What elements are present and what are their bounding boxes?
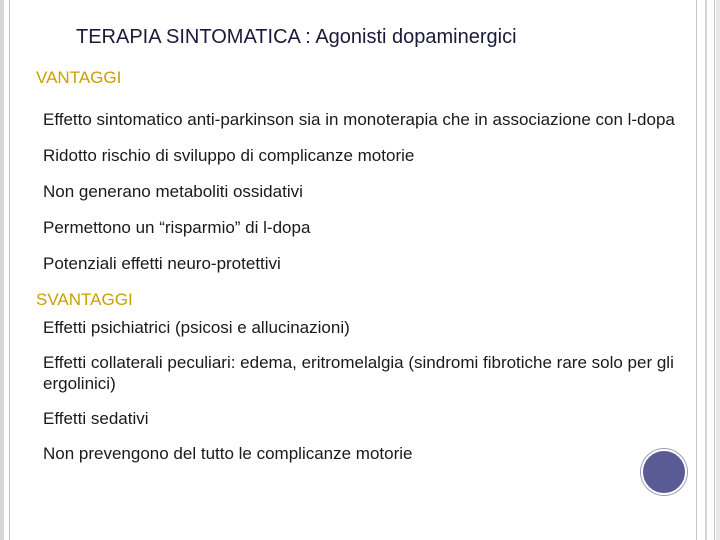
right-border-line <box>705 0 707 540</box>
section-svantaggi <box>36 290 686 464</box>
section-heading-vantaggi: VANTAGGI <box>36 68 122 87</box>
svantaggi-list <box>36 317 686 464</box>
section-heading-svantaggi: SVANTAGGI <box>36 290 133 309</box>
slide-content <box>36 68 686 464</box>
circle-decoration-icon <box>641 449 687 495</box>
right-border-line <box>714 0 715 540</box>
list-item: Effetti sedativi <box>43 409 149 428</box>
right-border-line <box>696 0 697 540</box>
list-item: Non generano metaboliti ossidativi <box>43 182 303 201</box>
list-item: Effetti psichiatrici (psicosi e allucinazioni) <box>43 318 350 337</box>
list-item: Permettono un “risparmio” di l-dopa <box>43 218 311 237</box>
slide-title: TERAPIA SINTOMATICA : Agonisti dopaminergici <box>76 26 517 48</box>
list-item: Effetto sintomatico anti-parkinson sia in monoterapia che in associazione con l-dopa <box>43 110 675 129</box>
list-item: Potenziali effetti neuro-protettivi <box>43 254 281 273</box>
list-item: Non prevengono del tutto le complicanze motorie <box>43 444 413 463</box>
list-item: Ridotto rischio di sviluppo di complicanze motorie <box>43 146 415 165</box>
list-item: Effetti collaterali peculiari: edema, eritromelalgia (sindromi fibrotiche rare solo per gli ergolinici) <box>43 353 674 393</box>
left-border-line <box>9 0 10 540</box>
section-vantaggi <box>36 68 686 274</box>
right-border-decoration <box>716 0 720 540</box>
vantaggi-list <box>36 109 686 274</box>
left-border-decoration <box>0 0 4 540</box>
